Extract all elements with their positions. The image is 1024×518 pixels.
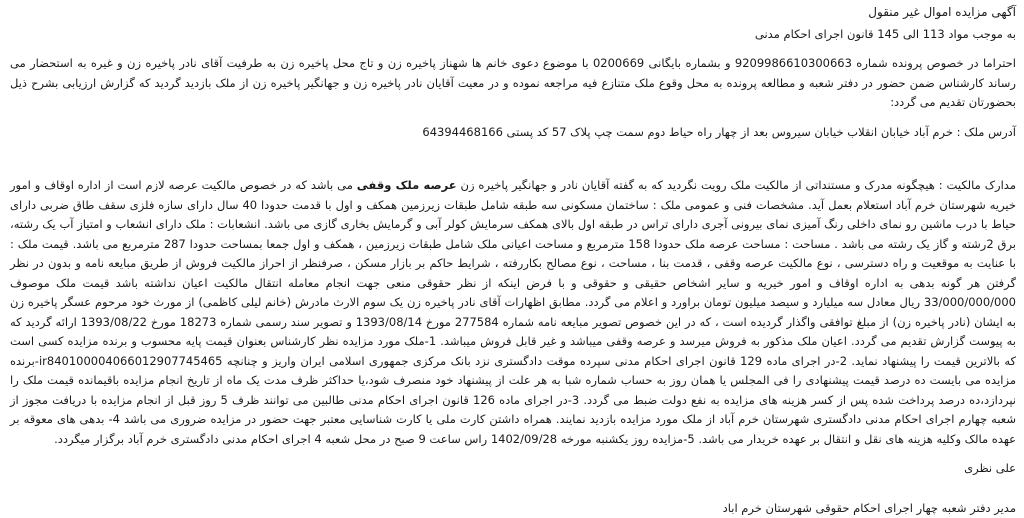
endowed-land-highlight: عرصه ملک وقفی [357,178,457,192]
notice-title: آگهی مزایده اموال غیر منقول [10,3,1016,23]
details-paragraph [10,176,1016,449]
legal-basis-line: به موجب مواد 113 الی 145 قانون اجرای احکام مدنی [10,25,1016,45]
property-address: آدرس ملک : خرم آباد خیابان انقلاب خیابان سیروس بعد از چهار راه حیاط دوم سمت چپ پلاک 57 کد پستی 64394468166 [10,123,1016,143]
details-text-start: مدارک مالکیت : هیچگونه مدرک و مستنداتی از مالکیت ملک رویت نگردید که به گفته آقایان نادر و جهانگیر پاخیره زن [457,178,1016,192]
details-text-rest: می باشد که در خصوص مالکیت عرصه لازم است از اداره اوقاف و امور خیریه شهرستان خرم آباد استعلام بعمل آید. مشخصات فنی و عمومی ملک : ساختمان مسکونی سه طبقه شامل طبقات زیرزمین همکف و اول با قدمت حدودا 40 سال دارای سازه فلزی سقف طاق ضربی دارای حیاط با درب ماشین رو نمای داخلی رنگ آمیزی نمای بیرونی آجری دارای تراس در طبقه اول بالای همکف سرمایش کولر آبی و گرمایش بخاری گازی می باشد. انشعابات : ملک دارای انشعاب و امتیاز آب یک رشته، برق 2رشته و گاز یک رشته می باشد . مساحت : مساحت عرصه ملک حدودا 158 مترمربع و مساحت اعیانی ملک شامل طبقات زیرزمین ، همکف و اول جمعا بمساحت حدودا 287 مترمربع می باشد. قیمت ملک : با عنایت به موقعیت و راه دسترسی ، نوع مالکیت عرصه وقفی ، قدمت بنا ، مساحت ، نوع مصالح بکاررفته ، شرایط حاکم بر بازار مسکن ، صرفنظر از احراز مالکیت فروش از طریق مبایعه نامه و بدون در نظر گرفتن هر گونه بدهی به اداره اوقاف و امور خیریه و سایر اشخاص حقیقی و حقوقی و با فرض اینکه از نظر حقوقی منعی جهت انجام معامله انتقال مالکیت اعیان نداشته باشد قیمت ملک موصوف 33/000/000/000 ریال معادل سه میلیارد و سیصد میلیون تومان براورد و اعلام می گردد. مطابق اظهارات آقای نادر پاخیره زن یک سوم الارث مادرش (خانم لیلی کاظمی) از مورث خود مرحوم عسگر پاخیره زن به ایشان (نادر پاخیره زن) از مبلغ توافقی واگذار گردیده است ، که در این خصوص تصویر مبایعه نامه شماره 277584 مورخ 1393/08/14 و تصویر سند رسمی شماره 18273 مورخ 1393/08/22 ارائه گردید که به پیوست گزارش تقدیم می گردد. اعیان ملک مذکور به فروش میرسد و عرصه وقفی میباشد و غیر قابل فروش میباشد. 1-ملک مورد مزایده نظر کارشناس بعنوان قیمت پایه محسوب و برنده مزایده کسی است که بالاترین قیمت را پیشنهاد نماید. 2-در اجرای ماده 129 قانون اجرای احکام مدنی سپرده موقت دادگستری نزد بانک مرکزی جمهوری اسلامی ایران واریز و چنانچه ir840100004066012907745465-برنده مزایده می بایست ده درصد قیمت پیشنهادی را فی المجلس یا همان روز به حساب شماره شبا به هر علت از پیشنهاد خود منصرف شود،یا حداکثر ظرف مدت یک ماه از تاریخ انجام مزایده باقیمانده قیمت ملک را نپردازد،ده درصد پرداخت شده پس از کسر هزینه های مزایده به نفع دولت ضبط می گردد. 3-در اجرای ماده 126 قانون اجرای احکام مدنی طالبین می توانند ظرف 5 روز قبل از انجام مزایده با دریافت مجوز از شعبه چهارم اجرای احکام مدنی دادگستری شهرستان خرم آباد از ملک مورد مزایده بازدید نمایند. همراه داشتن کارت ملی یا کارت شناسایی معتبر جهت حضور در مزایده ضروری می باشد 4- بدهی های معوقه بر عهده مالک وکلیه هزینه های نقل و انتقال بر عهده خریدار می باشد. 5-مزایده روز یکشنبه مورخه 1402/09/28 راس ساعت 9 صبح در محل شعبه 4 اجرای احکام مدنی دادگستری خرم آباد برگزار میگردد. [10,178,1016,446]
intro-paragraph: احتراما در خصوص پرونده شماره 9209986610300663 و بشماره بایگانی 0200669 با موضوع دعوی خانم ها شهناز پاخیره زن و تاج محل پاخیره زن به طرفیت آقای نادر پاخیره زن و غیره به استحضار می رساند کارشناس ضمن حضور در دفتر شعبه و مطالعه پرونده به محل وقوع ملک متنازع فیه مراجعه نموده و در معیت آقایان نادر پاخیره زن و جهانگیر پاخیره زن از ملک بازدید گردید که گزارش ارزیابی بشرح ذیل بحضورتان تقدیم می گردد: [10,54,1016,113]
signer-name: علی نظری [10,459,1016,479]
signer-title: مدیر دفتر شعبه چهار اجرای احکام حقوقی شهرستان خرم اباد [10,499,1016,518]
